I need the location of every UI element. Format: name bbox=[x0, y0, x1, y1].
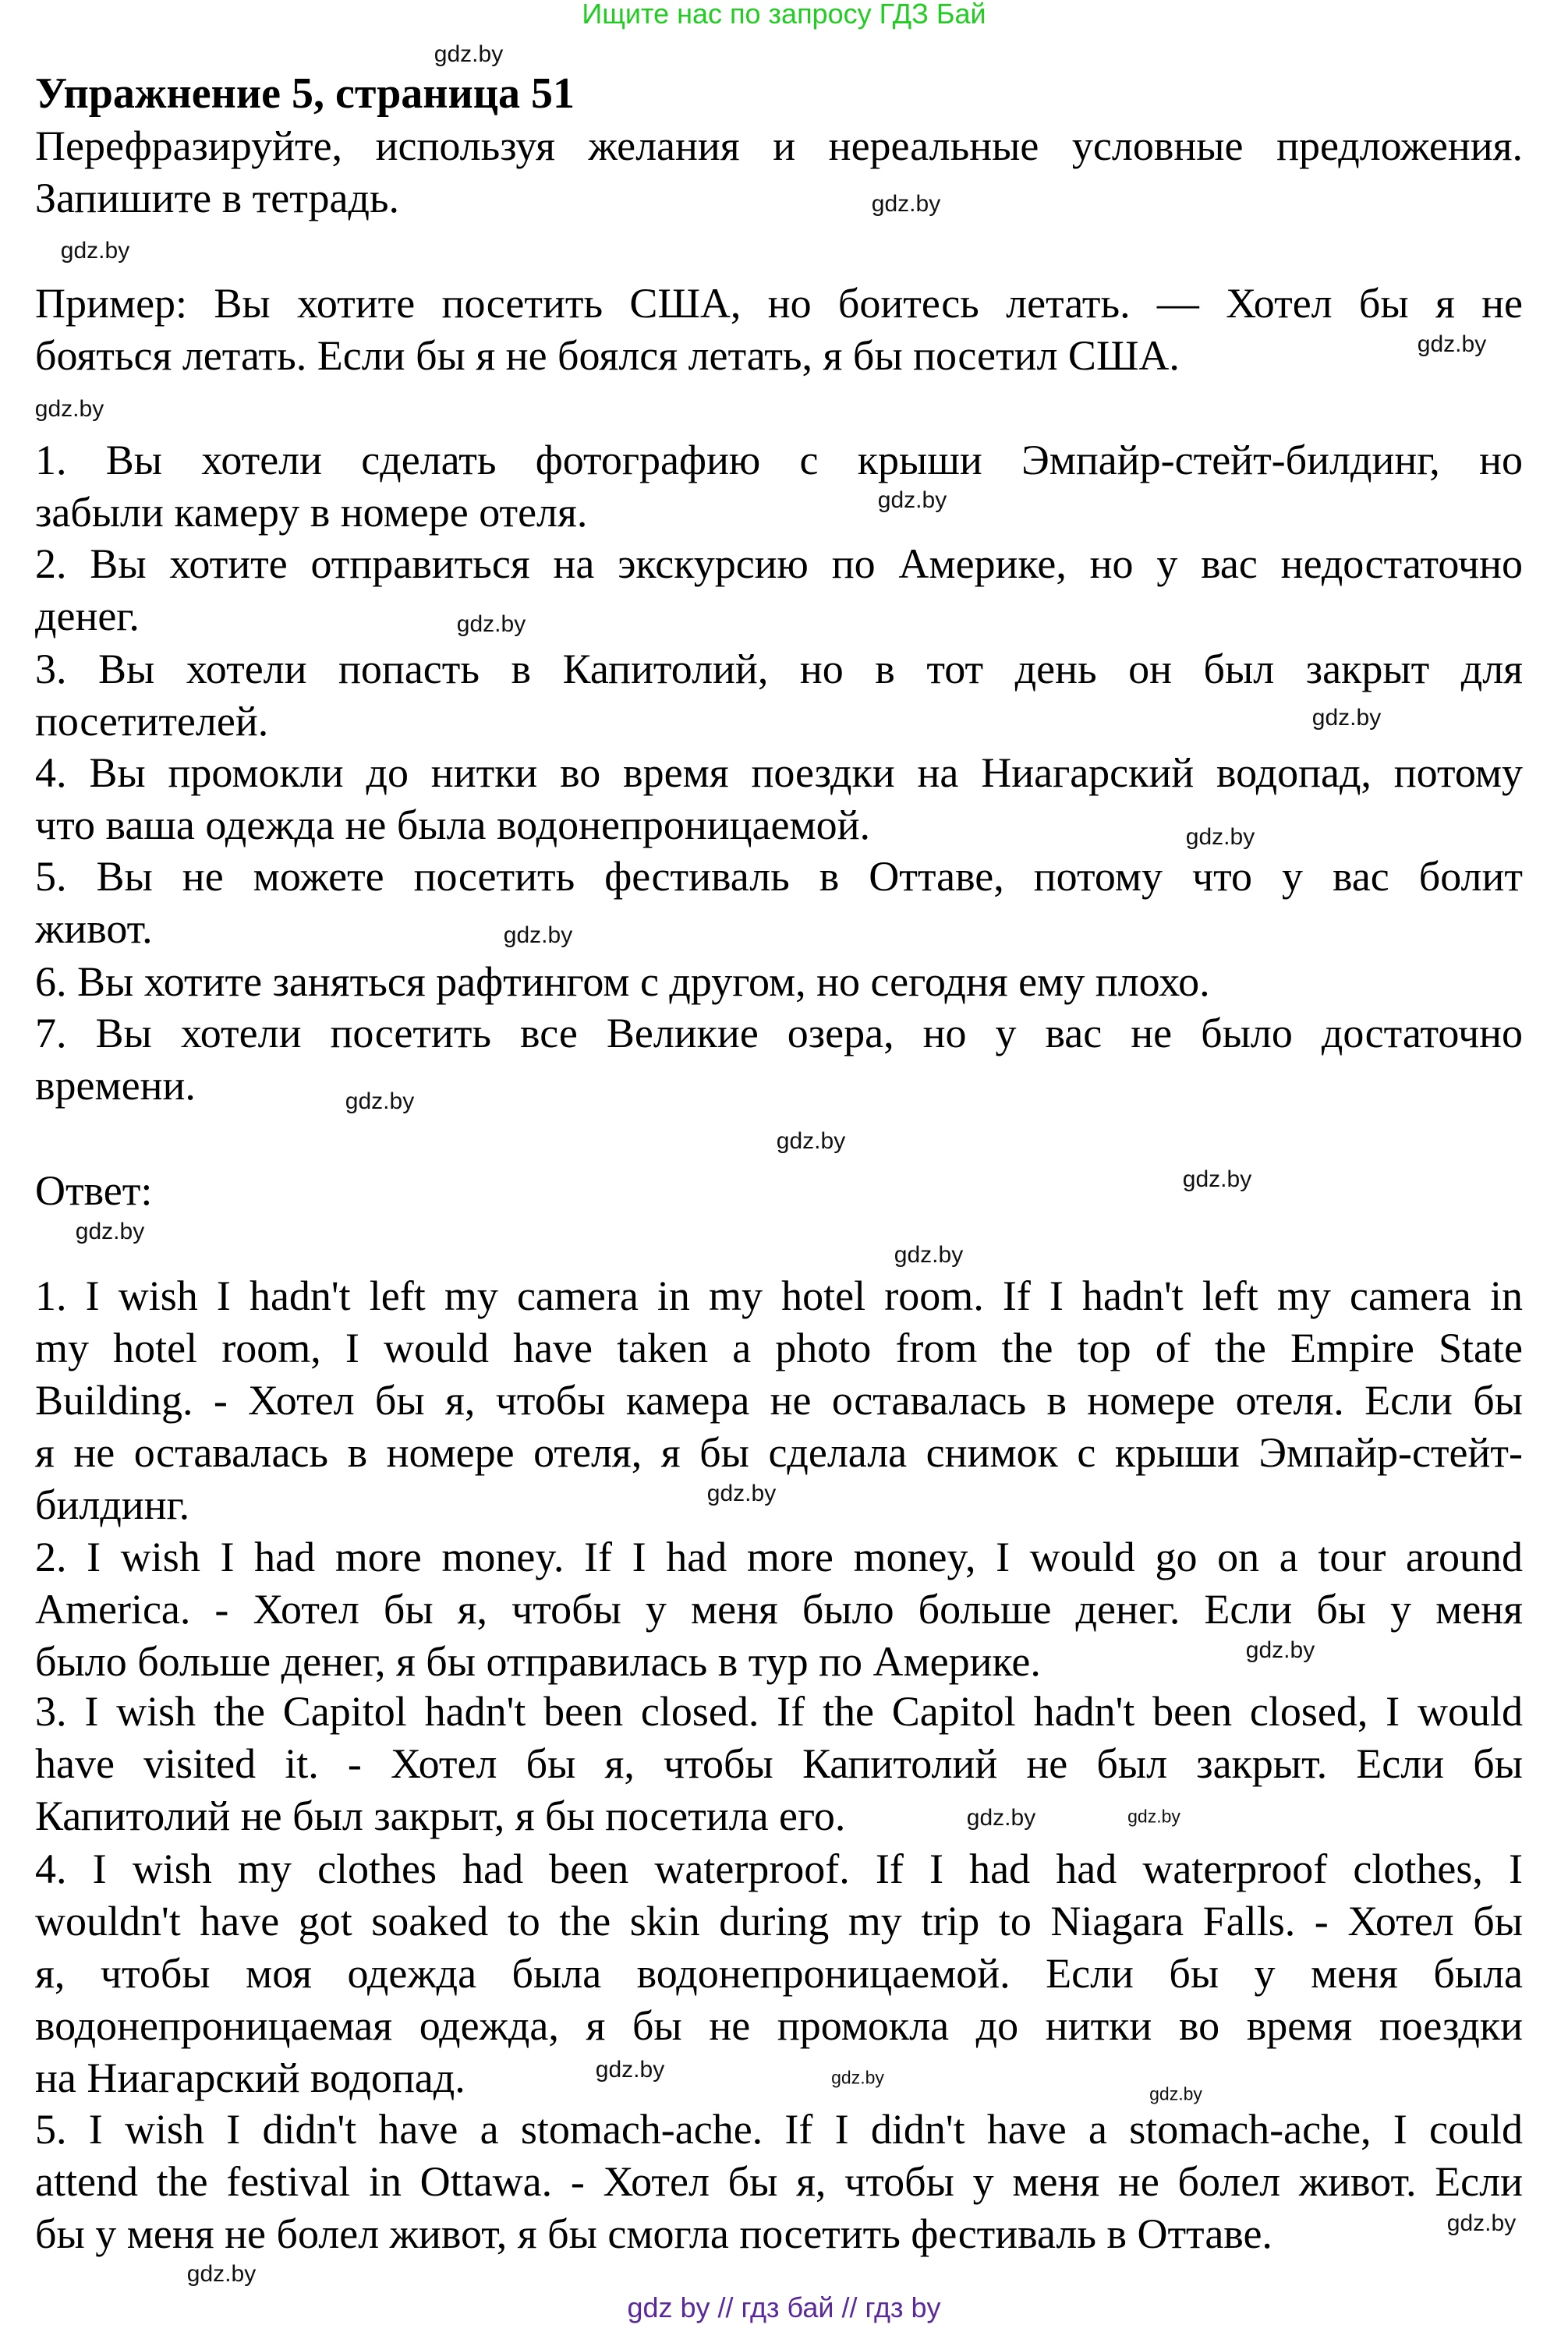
watermark: gdz.by bbox=[1149, 2083, 1202, 2104]
watermark: gdz.by bbox=[1127, 1806, 1180, 1827]
task-4 bbox=[35, 747, 1523, 851]
text-line: America. - Хотел бы я, чтобы у меня было больше денег. Если бы у меня bbox=[35, 1586, 1523, 1633]
text-line: 5. I wish I didn't have a stomach-ache. If I didn't have a stomach-ache, I could bbox=[35, 2106, 1523, 2153]
text-line: бы у меня не болел живот, я бы смогла посетить фестиваль в Оттаве. bbox=[35, 2210, 1272, 2257]
watermark: gdz.by bbox=[1446, 2210, 1517, 2236]
text-line: 7. Вы хотели посетить все Великие озера, но у вас не было достаточно bbox=[35, 1010, 1523, 1056]
task-3 bbox=[35, 643, 1523, 748]
text-line: 3. I wish the Capitol hadn't been closed. If the Capitol hadn't been closed, I would bbox=[35, 1688, 1523, 1735]
answer-label bbox=[35, 1165, 1523, 1217]
watermark: gdz.by bbox=[1417, 331, 1487, 357]
task-7 bbox=[35, 1007, 1523, 1112]
answer-5 bbox=[35, 2104, 1523, 2260]
answer-label-text: Ответ: bbox=[35, 1167, 153, 1214]
watermark: gdz.by bbox=[186, 2261, 257, 2287]
answer-4 bbox=[35, 1843, 1523, 2104]
watermark: gdz.by bbox=[871, 191, 941, 217]
task-5 bbox=[35, 851, 1523, 955]
text-line: было больше денег, я бы отправилась в тур по Америке. bbox=[35, 1638, 1041, 1685]
watermark: gdz.by bbox=[456, 611, 526, 637]
watermark: gdz.by bbox=[595, 2057, 665, 2083]
instruction bbox=[35, 120, 1523, 225]
watermark: gdz.by bbox=[1311, 705, 1382, 731]
text-line: 2. Вы хотите отправиться на экскурсию по Америке, но у вас недостаточно bbox=[35, 540, 1523, 587]
task-6 bbox=[35, 956, 1523, 1008]
text-line: билдинг. bbox=[35, 1481, 190, 1528]
text-line: водонепроницаемая одежда, я бы не промокла до нитки во время поездки bbox=[35, 2002, 1523, 2049]
text-line: денег. bbox=[35, 593, 140, 639]
text-line: Пример: Вы хотите посетить США, но боитесь летать. — Хотел бы я не bbox=[35, 280, 1523, 327]
text-line: my hotel room, I would have taken a photo from the top of the Empire State bbox=[35, 1325, 1523, 1371]
text-line: attend the festival in Ottawa. - Хотел бы я, чтобы у меня не болел живот. Если bbox=[35, 2158, 1523, 2205]
text-line: на Ниагарский водопад. bbox=[35, 2054, 465, 2101]
text-line: времени. bbox=[35, 1062, 196, 1109]
text-line: посетителей. bbox=[35, 698, 269, 745]
watermark: gdz.by bbox=[706, 1481, 777, 1506]
example bbox=[35, 278, 1523, 382]
watermark: gdz.by bbox=[877, 487, 947, 513]
watermark: gdz.by bbox=[1182, 1166, 1252, 1192]
task-2 bbox=[35, 538, 1523, 642]
answer-2 bbox=[35, 1531, 1523, 1688]
text-line: 6. Вы хотите заняться рафтингом с другом, но сегодня ему плохо. bbox=[35, 958, 1210, 1005]
watermark: gdz.by bbox=[776, 1128, 846, 1154]
text-line: Капитолий не был закрыт, я бы посетила его. bbox=[35, 1792, 846, 1839]
watermark: gdz.by bbox=[1245, 1637, 1315, 1663]
watermark: gdz.by bbox=[966, 1805, 1036, 1831]
text-line: 1. Вы хотели сделать фотографию с крыши Эмпайр-стейт-билдинг, но bbox=[35, 437, 1523, 483]
watermark: gdz.by bbox=[345, 1088, 415, 1114]
watermark: gdz.by bbox=[34, 396, 104, 422]
text-line: 2. I wish I had more money. If I had more money, I would go on a tour around bbox=[35, 1534, 1523, 1580]
text-line: забыли камеру в номере отеля. bbox=[35, 489, 588, 536]
text-line: 3. Вы хотели попасть в Капитолий, но в тот день он был закрыт для bbox=[35, 646, 1523, 692]
watermark: gdz.by bbox=[894, 1242, 964, 1268]
text-line: бояться летать. Если бы я не боялся летать, я бы посетил США. bbox=[35, 332, 1180, 379]
text-line: 5. Вы не можете посетить фестиваль в Оттаве, потому что у вас болит bbox=[35, 853, 1523, 900]
text-line: 4. I wish my clothes had been waterproof. If I had had waterproof clothes, I bbox=[35, 1845, 1523, 1892]
task-1 bbox=[35, 434, 1523, 539]
search-banner: Ищите нас по запросу ГДЗ Бай bbox=[582, 0, 986, 30]
watermark: gdz.by bbox=[503, 922, 573, 948]
watermark: gdz.by bbox=[60, 238, 130, 264]
text-line: Запишите в тетрадь. bbox=[35, 175, 400, 221]
footer-links: gdz by // гдз бай // гдз by bbox=[627, 2291, 941, 2323]
watermark: gdz.by bbox=[1185, 824, 1255, 850]
text-line: wouldn't have got soaked to the skin during my trip to Niagara Falls. - Хотел бы bbox=[35, 1898, 1523, 1945]
text-line: 1. I wish I hadn't left my camera in my hotel room. If I hadn't left my camera in bbox=[35, 1272, 1523, 1319]
text-line: Building. - Хотел бы я, чтобы камера не оставалась в номере отеля. Если бы bbox=[35, 1377, 1523, 1424]
answer-3 bbox=[35, 1686, 1523, 1842]
text-line: 4. Вы промокли до нитки во время поездки на Ниагарский водопад, потому bbox=[35, 749, 1523, 796]
text-line: я, чтобы моя одежда была водонепроницаемой. Если бы у меня была bbox=[35, 1950, 1523, 1997]
watermark: gdz.by bbox=[75, 1219, 145, 1244]
text-line: живот. bbox=[35, 905, 153, 952]
text-line: Перефразируйте, используя желания и нереальные условные предложения. bbox=[35, 122, 1523, 169]
answer-1 bbox=[35, 1270, 1523, 1531]
watermark: gdz.by bbox=[434, 41, 504, 67]
text-line: have visited it. - Хотел бы я, чтобы Капитолий не был закрыт. Если бы bbox=[35, 1740, 1523, 1787]
text-line: я не оставалась в номере отеля, я бы сделала снимок с крыши Эмпайр-стейт- bbox=[35, 1429, 1523, 1476]
watermark: gdz.by bbox=[831, 2067, 884, 2088]
page-title: Упражнение 5, страница 51 bbox=[35, 69, 575, 118]
text-line: что ваша одежда не была водонепроницаемой. bbox=[35, 802, 871, 848]
